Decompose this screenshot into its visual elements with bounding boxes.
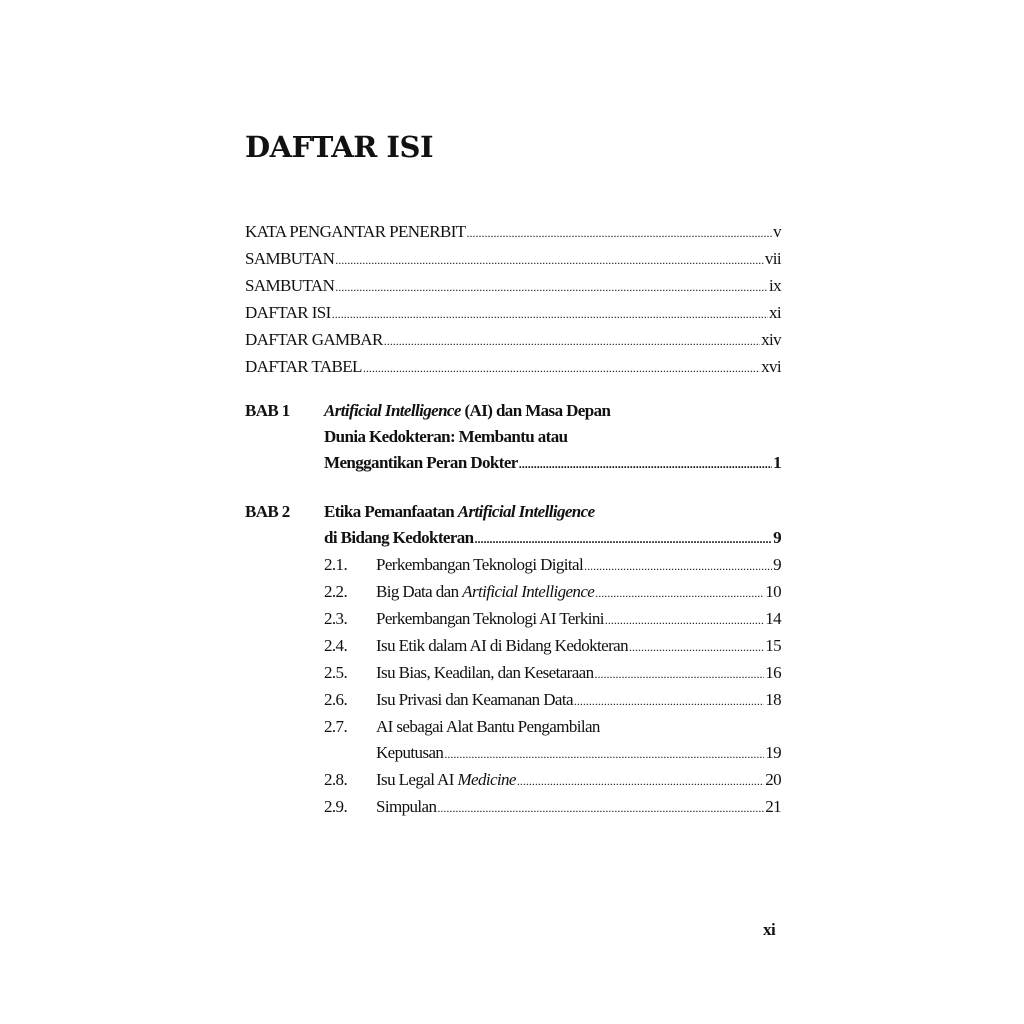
dot-leader: [335, 247, 764, 273]
section-entry[interactable]: [324, 794, 781, 821]
toc-entry-page: ix: [768, 276, 781, 295]
section-number: 2.4.: [324, 636, 348, 655]
section-entry[interactable]: [324, 633, 781, 660]
section-label-italic: Artificial Intelligence: [462, 582, 595, 601]
dot-leader: [629, 634, 764, 660]
section-number: 2.9.: [324, 797, 348, 816]
chapter-title-text[interactable]: Dunia Kedokteran: Membantu atau: [324, 427, 568, 446]
section-label: AI sebagai Alat Bantu Pengambilan: [376, 717, 600, 736]
dot-leader: [605, 607, 764, 633]
section-label-italic: Medicine: [457, 770, 516, 789]
toc-entry[interactable]: [245, 219, 781, 246]
toc-entry-label: SAMBUTAN: [245, 249, 335, 268]
toc-entry[interactable]: [245, 327, 781, 354]
section-page: 18: [765, 690, 781, 709]
dot-leader: [519, 451, 772, 477]
dot-leader: [444, 741, 764, 767]
chapter-number: BAB 1: [245, 401, 290, 420]
section-entry[interactable]: [324, 767, 781, 794]
section-number: 2.2.: [324, 582, 348, 601]
chapter-1: [245, 398, 781, 477]
chapter-title-italic: Artificial Intelligence: [457, 502, 595, 521]
chapter-title-line[interactable]: [324, 499, 781, 525]
toc-entry-label: DAFTAR ISI: [245, 303, 331, 322]
toc-entry-page: vii: [764, 249, 781, 268]
dot-leader: [595, 580, 764, 606]
dot-leader: [517, 768, 764, 794]
dot-leader: [595, 661, 765, 687]
section-entry[interactable]: [324, 660, 781, 687]
chapter-title-text: Etika Pemanfaatan: [324, 502, 458, 521]
section-entry[interactable]: [324, 606, 781, 633]
section-label: Perkembangan Teknologi AI Terkini: [376, 609, 604, 628]
section-number: 2.7.: [324, 717, 348, 736]
section-page: 16: [765, 663, 781, 682]
dot-leader: [437, 795, 764, 821]
chapter-2: [245, 499, 781, 821]
toc-entry[interactable]: [245, 300, 781, 327]
page-number: xi: [763, 920, 776, 939]
toc-entry[interactable]: [324, 525, 781, 552]
chapter-number: BAB 2: [245, 502, 290, 521]
toc-entry-page: xiv: [761, 330, 781, 349]
chapter-title-text: (AI) dan Masa Depan: [460, 401, 611, 420]
toc-entry[interactable]: [324, 450, 781, 477]
dot-leader: [584, 553, 772, 579]
section-entry[interactable]: [324, 687, 781, 714]
toc-entry-label: DAFTAR GAMBAR: [245, 330, 383, 349]
section-label-text: Big Data dan: [376, 582, 463, 601]
section-number: 2.5.: [324, 663, 348, 682]
toc-entry-label: DAFTAR TABEL: [245, 357, 362, 376]
section-number: 2.8.: [324, 770, 348, 789]
section-number: 2.1.: [324, 555, 348, 574]
section-label: [376, 579, 594, 605]
section-page: 21: [765, 797, 781, 816]
section-label: Isu Privasi dan Keamanan Data: [376, 690, 573, 709]
toc-entry-page: v: [773, 222, 781, 241]
toc-entry-page: 1: [773, 453, 781, 472]
section-label: [376, 767, 516, 793]
section-page: 15: [765, 636, 781, 655]
toc-entry-label: KATA PENGANTAR PENERBIT: [245, 222, 466, 241]
section-label: Perkembangan Teknologi Digital: [376, 555, 584, 574]
toc-entry[interactable]: [245, 273, 781, 300]
toc-entry-page: xi: [768, 303, 781, 322]
dot-leader: [335, 274, 768, 300]
section-label-text: Isu Legal AI: [376, 770, 458, 789]
section-label: Keputusan: [376, 743, 444, 762]
toc-entry[interactable]: [245, 354, 781, 381]
section-label: Isu Etik dalam AI di Bidang Kedokteran: [376, 636, 628, 655]
front-matter-list: [245, 219, 781, 381]
dot-leader: [332, 301, 768, 327]
section-entry[interactable]: [324, 714, 781, 767]
section-list: [324, 552, 781, 821]
page-title: DAFTAR ISI: [245, 130, 434, 164]
section-page: 9: [773, 555, 781, 574]
section-page: 14: [765, 609, 781, 628]
toc-entry-label: Menggantikan Peran Dokter: [324, 453, 518, 472]
toc-entry-page: 9: [773, 528, 781, 547]
toc-entry[interactable]: [245, 246, 781, 273]
section-label: Simpulan: [376, 797, 437, 816]
toc-entry-label: SAMBUTAN: [245, 276, 335, 295]
section-number: 2.6.: [324, 690, 348, 709]
section-entry[interactable]: [324, 579, 781, 606]
section-entry[interactable]: [324, 552, 781, 579]
section-number: 2.3.: [324, 609, 348, 628]
chapter-title-italic: Artificial Intelligence: [324, 401, 461, 420]
section-page: 19: [765, 743, 781, 762]
dot-leader: [363, 355, 760, 381]
section-label: Isu Bias, Keadilan, dan Kesetaraan: [376, 663, 594, 682]
section-page: 20: [765, 770, 781, 789]
section-page: 10: [765, 582, 781, 601]
toc-entry-label: di Bidang Kedokteran: [324, 528, 474, 547]
chapter-title-line[interactable]: [324, 398, 781, 424]
dot-leader: [467, 220, 773, 246]
toc-entry-page: xvi: [761, 357, 781, 376]
dot-leader: [574, 688, 764, 714]
dot-leader: [384, 328, 760, 354]
dot-leader: [475, 526, 773, 552]
